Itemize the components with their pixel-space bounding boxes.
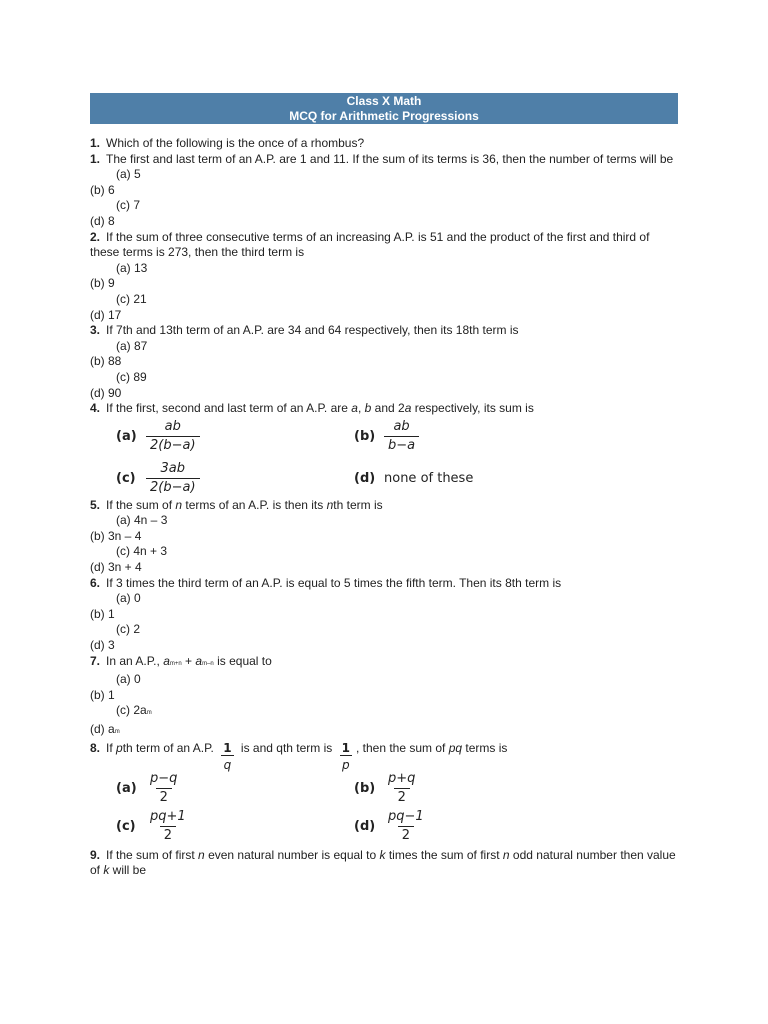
numerator: pq+1 [150,809,186,825]
variable: n [175,497,183,512]
question-number: 3. [90,323,101,338]
option-a: (a) 87 [116,338,148,353]
question-text: is and qth term is [237,740,336,755]
option-label: (a) [116,780,137,796]
option-d: (d) 3n + 4 [90,560,142,575]
option-d: (d) 90 [90,385,122,400]
option-label: (d) [354,470,376,486]
fraction [384,809,428,844]
variable: n [326,497,334,512]
variable: a [195,653,203,668]
question-number: 9. [90,847,101,862]
numerator: 1 [223,740,232,755]
subscript: m [146,710,152,717]
option-b: (b) 1 [90,687,115,702]
question-5 [90,498,678,514]
question-number: 1. [90,151,101,166]
subscript: m–n [202,660,214,667]
fraction [146,809,190,844]
question-text: + [181,653,196,668]
option-b: (b) 1 [90,606,115,621]
question-3 [90,323,678,339]
subscript: m+n [169,660,182,667]
fraction [221,741,233,772]
option-text: (c) 2a [116,703,147,718]
variable: k [379,847,386,862]
option-label: (b) [354,780,376,796]
option-label: (d) [354,818,376,834]
title-bar [90,93,678,124]
denominator: 2(b−a) [146,436,200,454]
question-1 [90,152,678,168]
question-text: even natural number is equal to [204,847,380,862]
variable: a [404,401,412,416]
option-label: (c) [116,818,136,834]
question-text: respectively, its sum is [411,401,534,416]
numerator: p−q [150,771,178,787]
question-2 [90,230,678,261]
question-0 [90,136,678,152]
option-text: (d) a [90,722,115,736]
fraction [340,741,352,772]
question-text: If [106,740,117,755]
question-text: then the sum of [359,740,449,755]
denominator: p [341,757,350,772]
option-b: (b) 9 [90,276,115,291]
option-d: (d) 3 [90,638,115,653]
question-6 [90,576,678,592]
numerator: 3ab [160,461,186,477]
page-subtitle: MCQ for Arithmetic Progressions [289,109,479,123]
denominator: 2 [160,826,176,844]
question-text: , [355,740,360,755]
option-c [90,703,678,722]
option-label: (b) [354,428,376,444]
question-number: 1. [90,136,101,150]
option-a: (a) 0 [116,591,141,606]
question-text: If 3 times the third term of an A.P. is equal to 5 times the fifth term. Then its 8th term is [106,575,562,590]
question-text: th term of an A.P. [122,740,218,755]
question-text: is equal to [213,653,272,668]
numerator: pq−1 [388,809,424,825]
question-text: If the sum of [106,497,176,512]
question-number: 8. [90,740,101,755]
question-number: 7. [90,653,101,668]
question-list [90,136,678,879]
question-text: , [357,401,365,416]
question-text: If the first, second and last term of an A.P. are [106,401,352,416]
question-text: Which of the following is the once of a rhombus? [106,136,365,150]
question-text: If the sum of three consecutive terms of an increasing A.P. is 51 and the product of the first and third of these terms is 273, then the third term is [90,229,650,260]
question-number: 6. [90,575,101,590]
numerator: 1 [341,740,350,755]
option-label: (c) [116,470,136,486]
page-title: Class X Math [346,94,422,108]
option-a: (a) 13 [116,260,148,275]
question-text: th term is [333,497,383,512]
question-text: The first and last term of an A.P. are 1 and 11. If the sum of its terms is 36, then the number of terms will be [106,151,674,166]
option-b: (b) 6 [90,182,115,197]
question-text: odd natural number then value of [90,847,676,878]
subscript: m [114,729,120,735]
denominator: 2 [394,788,410,806]
option-c: (c) 89 [116,369,147,384]
question-text: times the sum of first [385,847,503,862]
option-b: (b) 88 [90,354,122,369]
variable: n [198,847,205,862]
fraction [384,771,419,806]
fraction [146,419,200,454]
option-text: none of these [384,470,474,486]
numerator: p+q [388,771,416,787]
option-d [90,722,678,741]
math-options [90,771,678,845]
question-number: 4. [90,401,101,416]
variable: n [502,847,510,862]
denominator: 2 [156,788,172,806]
option-c: (c) 21 [116,291,147,306]
question-text: If the sum of first [106,847,199,862]
variable: k [103,863,110,878]
variable: pq [448,740,463,755]
option-c: (c) 7 [116,198,140,213]
fraction [146,771,181,806]
numerator: ab [393,419,410,435]
denominator: 2 [398,826,414,844]
question-text: terms of an A.P. is then its [182,497,327,512]
option-c: (c) 2 [116,622,140,637]
variable: a [163,653,170,668]
option-a: (a) 0 [116,672,141,687]
question-4 [90,401,678,417]
option-b: (b) 3n – 4 [90,528,142,543]
option-a: (a) 5 [116,167,141,182]
variable: b [364,401,372,416]
option-c: (c) 4n + 3 [116,544,168,559]
question-number: 5. [90,497,101,512]
variable: p [116,740,123,755]
denominator: b−a [384,436,419,454]
question-text: will be [109,863,147,878]
fraction [384,419,419,454]
question-text: terms is [462,740,508,755]
question-text: In an A.P., [106,653,164,668]
question-8 [90,741,678,771]
question-number: 2. [90,229,101,244]
question-7 [90,654,678,673]
option-label: (a) [116,428,137,444]
document [90,93,678,879]
denominator: 2(b−a) [146,478,200,496]
fraction [146,461,200,496]
option-a: (a) 4n – 3 [116,513,168,528]
denominator: q [223,757,232,772]
numerator: ab [164,419,181,435]
option-d: (d) 8 [90,213,115,228]
option-d: (d) 17 [90,307,122,322]
variable: a [351,401,358,416]
question-text: If 7th and 13th term of an A.P. are 34 and 64 respectively, then its 18th term is [106,323,519,338]
math-options [90,418,678,498]
question-9 [90,848,678,879]
question-text: and 2 [371,401,405,416]
